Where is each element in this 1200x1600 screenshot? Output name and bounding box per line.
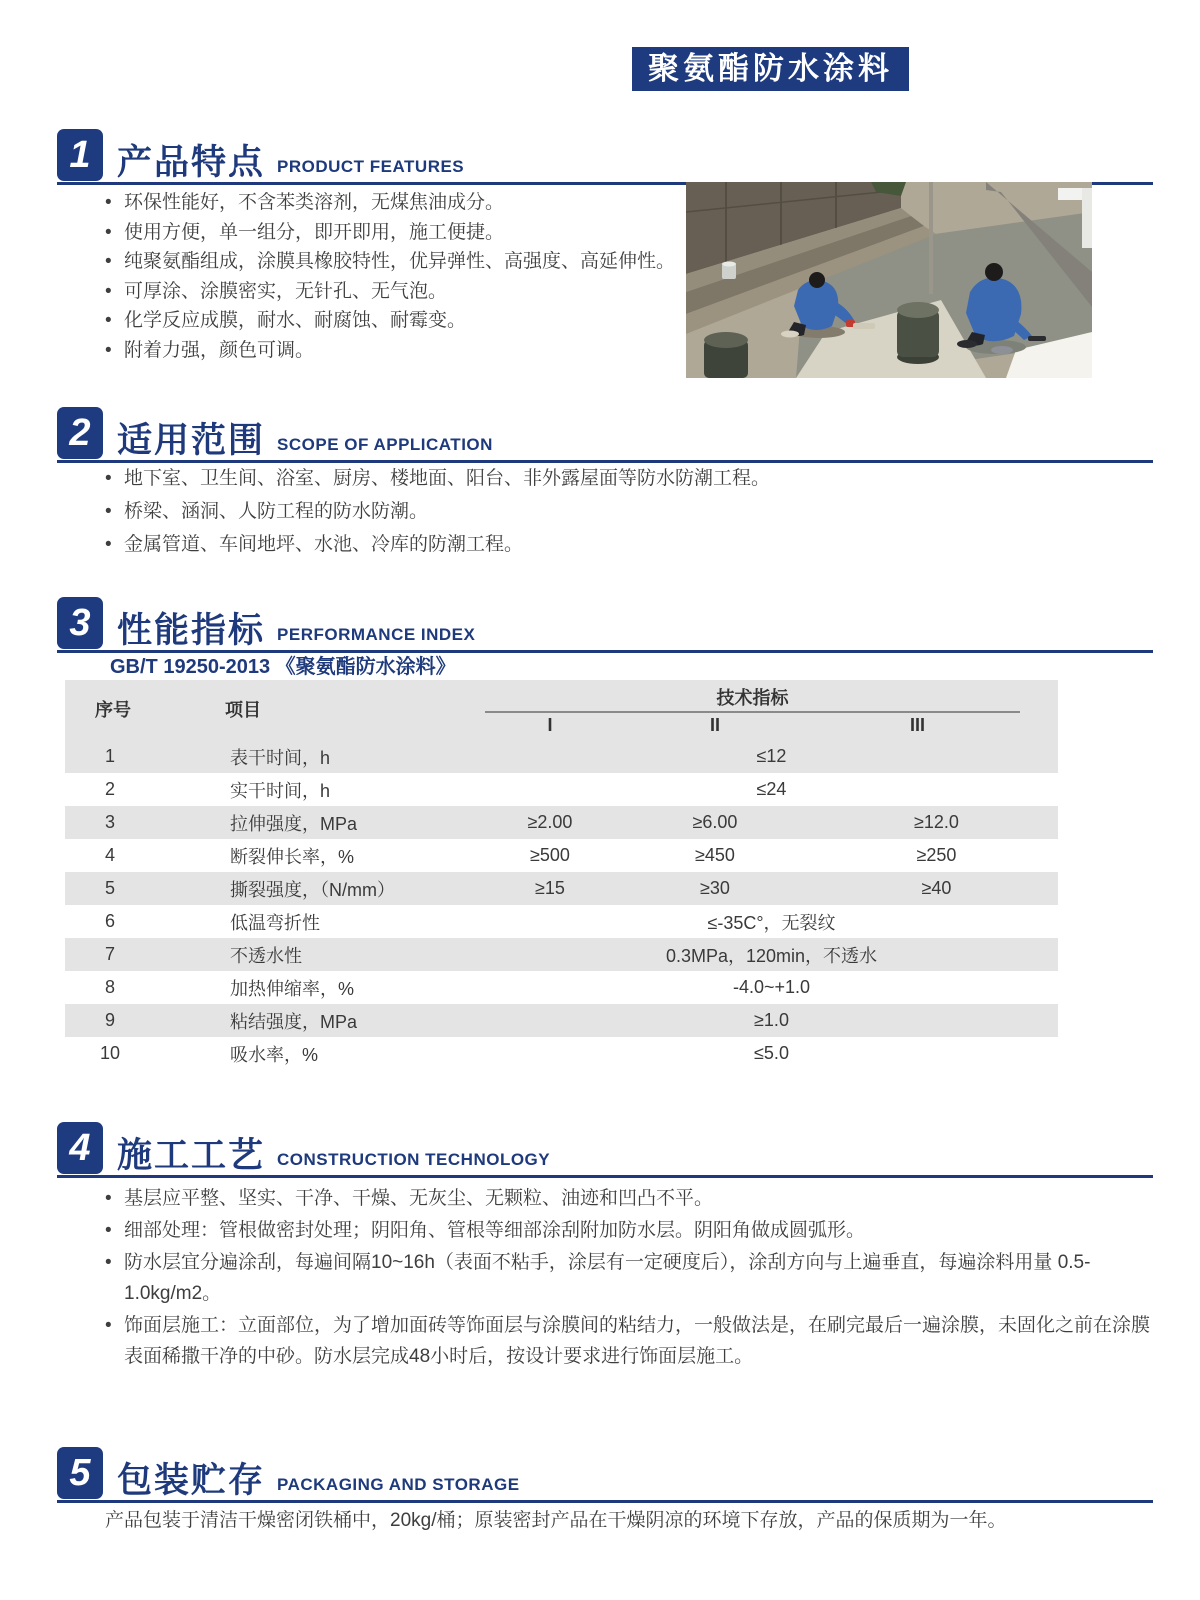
row-no: 5	[104, 878, 115, 898]
row-value: ≤24	[756, 779, 787, 799]
list-item: • 防水层宜分遍涂刮，每遍间隔10~16h（表面不粘手，涂层有一定硬度后），涂刮方向与上遍垂直，每遍涂料用量 0.5-1.0kg/m2。	[105, 1247, 1167, 1309]
section3-header	[57, 597, 1153, 653]
table-row	[65, 1037, 1058, 1070]
table-row	[65, 872, 1058, 905]
row-value-1: ≥15	[535, 878, 565, 898]
section1-header	[57, 129, 1153, 185]
row-item: 粘结强度，MPa	[230, 1011, 358, 1032]
row-value-3: ≥40	[921, 878, 952, 898]
row-value: ≤-35C°，无裂纹	[707, 912, 836, 933]
table-row	[65, 905, 1058, 938]
row-item: 加热伸缩率，%	[230, 978, 355, 999]
row-value-3: ≥250	[916, 845, 957, 865]
packaging-text: 产品包装于清洁干燥密闭铁桶中，20kg/桶；原装密封产品在干燥阴凉的环境下存放，产品的保质期为一年。	[105, 1510, 1007, 1531]
row-item: 表干时间，h	[230, 747, 331, 768]
list-item: • 金属管道、车间地坪、水池、冷库的防潮工程。	[105, 528, 905, 561]
section2-header	[57, 407, 1153, 463]
construction-list	[105, 1183, 1167, 1373]
section4-header	[57, 1122, 1153, 1178]
row-value: ≤5.0	[754, 1043, 789, 1063]
table-row	[65, 971, 1058, 1004]
list-item: • 使用方便，单一组分，即开即用，施工便捷。	[105, 218, 675, 248]
row-value-2: ≥6.00	[692, 812, 738, 832]
row-no: 4	[104, 845, 115, 865]
list-item: • 化学反应成膜，耐水、耐腐蚀、耐霉变。	[105, 306, 675, 336]
section1-title-en: PRODUCT FEATURES	[277, 157, 465, 176]
row-value: 0.3MPa，120min，不透水	[665, 945, 878, 966]
table-row	[65, 773, 1058, 806]
section3-title-en: PERFORMANCE INDEX	[277, 625, 476, 644]
section4-title-zh: 施工工艺	[117, 1136, 266, 1175]
row-value-1: ≥2.00	[527, 812, 573, 832]
list-item: • 可厚涂、涂膜密实，无针孔、无气泡。	[105, 277, 675, 307]
product-photo	[686, 182, 1092, 378]
section5-title-en: PACKAGING AND STORAGE	[277, 1475, 520, 1494]
row-value-1: ≥500	[530, 845, 570, 865]
scope-list	[105, 462, 905, 561]
section2-title-zh: 适用范围	[117, 421, 266, 460]
list-item: • 纯聚氨酯组成，涂膜具橡胶特性，优异弹性、高强度、高延伸性。	[105, 247, 675, 277]
row-no: 6	[104, 911, 115, 931]
list-item: • 桥梁、涵洞、人防工程的防水防潮。	[105, 495, 905, 528]
section4-number: 4	[57, 1122, 103, 1174]
row-value-2: ≥450	[695, 845, 735, 865]
table-row	[65, 839, 1058, 872]
row-item: 断裂伸长率，%	[230, 846, 355, 867]
section5-number: 5	[57, 1447, 103, 1499]
list-item: • 饰面层施工：立面部位，为了增加面砖等饰面层与涂膜间的粘结力，一般做法是，在刷完最后一遍涂膜，未固化之前在涂膜表面稀撒干净的中砂。防水层完成48小时后，按设计要求进行饰面层施工。	[105, 1310, 1167, 1372]
row-value-2: ≥30	[700, 878, 730, 898]
row-item: 拉伸强度，MPa	[230, 813, 358, 834]
section5-title-zh: 包装贮存	[117, 1461, 266, 1500]
row-value: -4.0~+1.0	[732, 977, 811, 997]
list-item: • 附着力强，颜色可调。	[105, 336, 675, 366]
row-item: 低温弯折性	[230, 912, 320, 933]
row-no: 9	[104, 1010, 115, 1030]
col-header-grade2: II	[709, 715, 720, 735]
product-title-banner: 聚氨酯防水涂料	[632, 47, 909, 91]
section2-title-en: SCOPE OF APPLICATION	[277, 435, 493, 454]
section3-number: 3	[57, 597, 103, 649]
section2-number: 2	[57, 407, 103, 459]
table-row	[65, 1004, 1058, 1037]
tech-header-rule	[485, 711, 1020, 713]
table-row	[65, 740, 1058, 773]
list-item: • 地下室、卫生间、浴室、厨房、楼地面、阳台、非外露屋面等防水防潮工程。	[105, 462, 905, 495]
table-row	[65, 806, 1058, 839]
row-no: 2	[104, 779, 115, 799]
col-header-grade1: I	[547, 715, 553, 735]
section3-title-zh: 性能指标	[117, 611, 266, 650]
row-item: 撕裂强度，（N/mm）	[230, 879, 395, 900]
section1-number: 1	[57, 129, 103, 181]
product-features-list	[105, 188, 675, 365]
row-item: 吸水率，%	[230, 1044, 319, 1065]
list-item: • 环保性能好，不含苯类溶剂，无煤焦油成分。	[105, 188, 675, 218]
col-header-tech: 技术指标	[716, 688, 789, 708]
standard-reference: GB/T 19250-2013 《聚氨酯防水涂料》	[110, 656, 456, 678]
col-header-no: 序号	[95, 700, 131, 720]
section5-header	[57, 1447, 1153, 1503]
list-item: • 基层应平整、坚实、干净、干燥、无灰尘、无颗粒、油迹和凹凸不平。	[105, 1183, 1167, 1214]
section1-title-zh: 产品特点	[117, 143, 266, 182]
row-item: 不透水性	[230, 945, 302, 966]
list-item: • 细部处理：管根做密封处理；阴阳角、管根等细部涂刮附加防水层。阴阳角做成圆弧形。	[105, 1215, 1167, 1246]
table-header	[65, 680, 1058, 740]
row-value: ≤12	[756, 746, 787, 766]
row-no: 3	[104, 812, 115, 832]
section4-title-en: CONSTRUCTION TECHNOLOGY	[277, 1150, 551, 1169]
row-item: 实干时间，h	[230, 780, 331, 801]
row-no: 8	[104, 977, 115, 997]
row-no: 10	[99, 1043, 121, 1063]
col-header-item: 项目	[225, 700, 261, 720]
row-no: 7	[104, 944, 115, 964]
col-header-grade3: III	[909, 715, 925, 735]
row-no: 1	[104, 746, 115, 766]
row-value-3: ≥12.0	[914, 812, 959, 832]
performance-table	[65, 680, 1058, 1070]
row-value: ≥1.0	[754, 1010, 789, 1030]
table-row	[65, 938, 1058, 971]
